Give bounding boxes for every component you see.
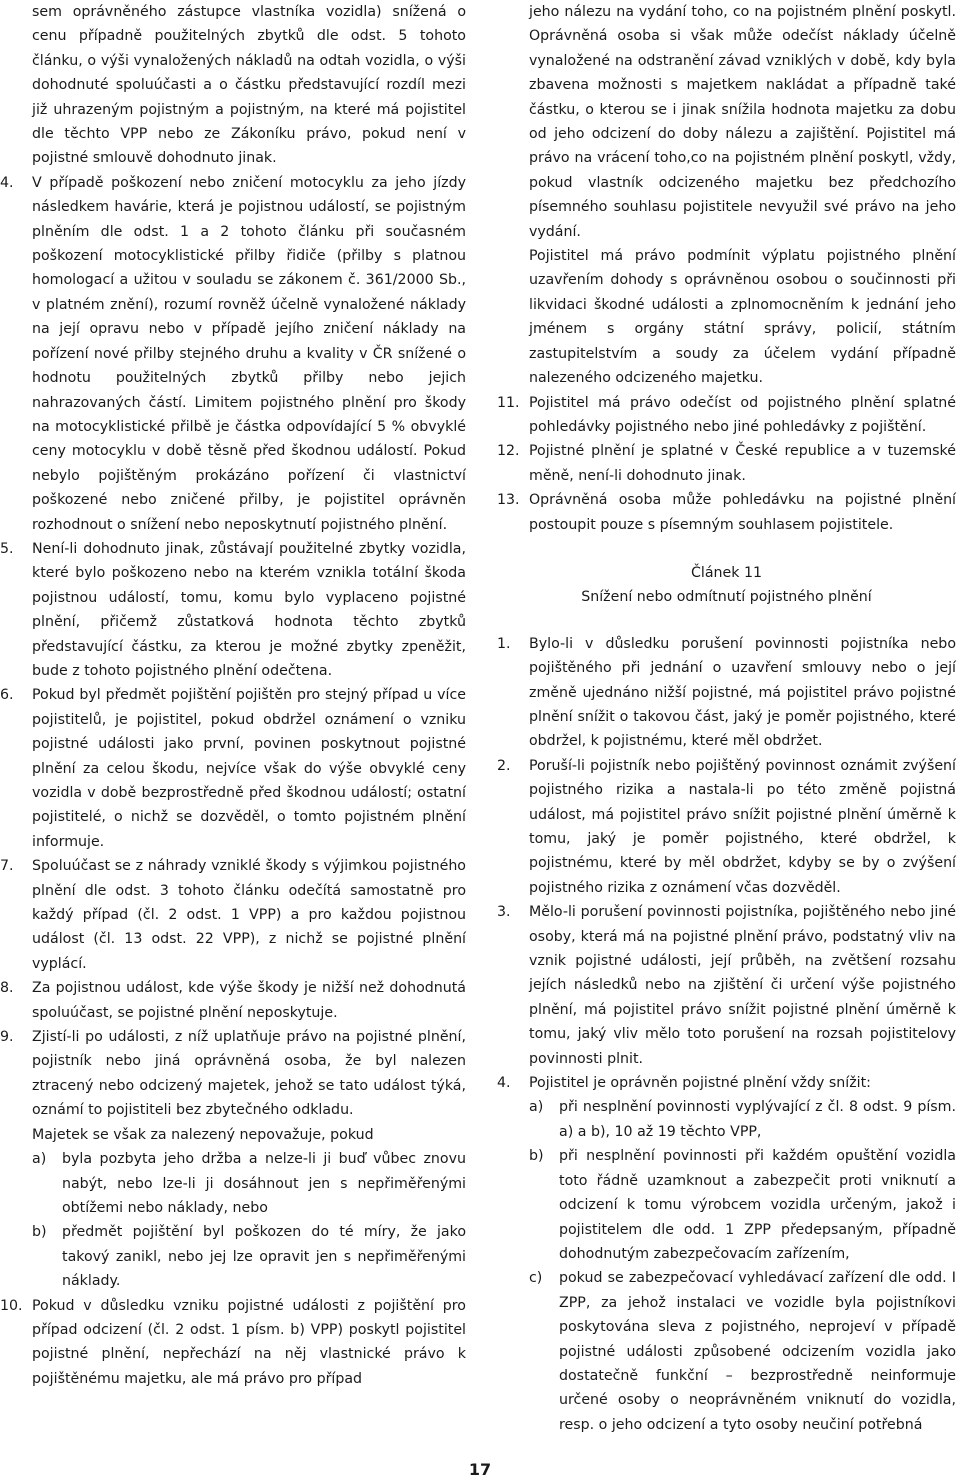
- item-text: Pojistitel je oprávněn pojistné plnění vždy snížit:: [529, 1075, 871, 1092]
- item-continuation: Majetek se však za nalezený nepovažuje, pokud: [32, 1126, 374, 1143]
- sub-item-letter: b): [32, 1224, 47, 1241]
- item-number: 13.: [497, 492, 520, 509]
- right-column: [497, 0, 956, 1437]
- item-text: Pojistné plnění je splatné v České republice a v tuzemské měně, není-li dohodnuto jinak.: [529, 443, 956, 484]
- spacer: [497, 537, 956, 561]
- item-text: Mělo-li porušení povinnosti pojistníka, pojištěného nebo jiné osoby, která má na pojistné plnění právo, podstatný vliv na vznik pojistné události, její průběh, na zvětšení rozsahu jejích následků nebo na zjištění či určení výše pojistného plnění, má pojistitel právo snížit pojistné plnění úměrně k tomu, jaký vliv mělo toto porušení na rozsah pojistitelovy povinnosti plnit.: [529, 904, 956, 1067]
- list-item: [0, 976, 466, 1025]
- page-number: 17: [468, 1460, 492, 1479]
- item-text: Bylo-li v důsledku porušení povinnosti pojistníka nebo pojištěného při jednání o uzavření smlouvy nebo o její změně ujednáno nižší pojistné, má pojistitel právo pojistné plnění snížit o takovou část, jaký je poměr pojistného, které obdržel, k pojistnému, které měl obdržet.: [529, 635, 956, 750]
- item-number: 4.: [497, 1075, 511, 1092]
- sub-item: [529, 1144, 956, 1266]
- sub-item-letter: c): [529, 1270, 543, 1287]
- sub-item: [32, 1220, 466, 1293]
- list-item: [497, 488, 956, 537]
- sub-item-text: při nesplnění povinnosti při každém opuštění vozidla toto řádně uzamknout a zabezpečit proti vniknutí a odcizení k tomu výrobcem vozidla určeným, jakož i pojistitelem dle odd. 1 ZPP předepsaným, případně dohodnutým zabezpečovacím zařízením,: [559, 1148, 956, 1262]
- list-item: [497, 439, 956, 488]
- left-top-continuation: sem oprávněného zástupce vlastníka vozidla) snížená o cenu případně použitelných zbytků dle odst. 5 tohoto článku, o výši vynaložených nákladů na odtah vozidla, o výši dohodnuté spoluúčasti a o částku představující rozdíl mezi již uhrazeným pojistným a pojistným, na které má pojistitel dle těchto VPP nebo ze Zákoníku právo, pokud není v pojistné smlouvě dohodnuto jinak.: [32, 4, 466, 167]
- list-item: [0, 683, 466, 854]
- article-title: Článek 11: [690, 564, 763, 581]
- list-item: [497, 632, 956, 754]
- item-text: Poruší-li pojistník nebo pojištěný povinnost oznámit zvýšení pojistného rizika a nastala-li po této změně pojistná událost, má pojistitel právo snížit pojistné plnění úměrně k tomu, jaký je poměr pojistného, které obdržel, k pojistnému, které by měl obdržet, kdyby se by o zvýšení pojistného rizika z oznámení včas dozvěděl.: [529, 757, 956, 896]
- list-item: [497, 754, 956, 900]
- list-item: [0, 854, 466, 976]
- spacer: [497, 610, 956, 632]
- item-number: 2.: [497, 757, 511, 774]
- list-item: [0, 1294, 466, 1392]
- item-number: 3.: [497, 904, 511, 921]
- item-text: Pojistitel má právo odečíst od pojistného plnění splatné pohledávky pojistného nebo jiné pohledávky z pojištění.: [529, 394, 956, 435]
- item-text: Spoluúčast se z náhrady vzniklé škody s výjimkou pojistného plnění dle odst. 3 tohoto článku odečítá samostatně pro každý případ (čl. 2 odst. 1 VPP) a pro každou pojistnou událost (čl. 13 odst. 22 VPP), z nichž se pojistné plnění vyplácí.: [32, 858, 466, 972]
- sub-item-text: byla pozbyta jeho držba a nelze-li ji buď vůbec znovu nabýt, nebo lze-li ji dosáhnout jen s nepřiměřenými obtížemi nebo náklady, nebo: [62, 1151, 466, 1216]
- list-item: [497, 391, 956, 440]
- item-number: 10.: [0, 1297, 23, 1314]
- item-number: 1.: [497, 635, 511, 652]
- item-text: Pokud byl předmět pojištění pojištěn pro stejný případ u více pojistitelů, je pojistitel, pokud obdržel oznámení o vzniku pojistné události jako první, povinen poskytnout pojistné plnění za celou škodu, nejvíce však do výše obvyklé ceny vozidla v době bezprostředně před škodnou událostí; ostatní pojistitelé, o nichž se dozvěděl, o tomto pojistném plnění informuje.: [32, 687, 466, 850]
- item-number: 8.: [0, 980, 14, 997]
- article-subtitle: Snížení nebo odmítnutí pojistného plnění: [581, 589, 872, 606]
- sub-item-text: předmět pojištění byl poškozen do té míry, že jako takový zanikl, nebo jej lze opravit jen s nepřiměřenými náklady.: [62, 1224, 466, 1290]
- list-item: [497, 900, 956, 1071]
- item-text: Pokud v důsledku vzniku pojistné události z pojištění pro případ odcizení (čl. 2 odst. 1 písm. b) VPP) poskytl pojistitel pojistné plnění, nepřechází na něj vlastnické právo k pojištěnému majetku, ale má právo pro případ: [32, 1297, 466, 1387]
- right-top-continuation-2: Pojistitel má právo podmínit výplatu pojistného plnění uzavřením dohody s oprávněnou osobou o součinnosti při likvidaci škodné události a zplnomocněním k jednání jeho jménem s orgány státní správy, policií, státním zastupitelstvím a soudy za účelem vydání případně nalezeného odcizeného majetku.: [529, 248, 956, 387]
- list-item: [0, 1025, 466, 1293]
- item-body: [529, 1071, 956, 1437]
- list-item: [497, 1071, 956, 1437]
- item-text: V případě poškození nebo zničení motocyklu za jeho jízdy následkem havárie, která je pojistnou událostí, se pojistným plněním dle odst. 1 a 2 tohoto článku při současném poškození motocyklistické přilby řidiče (přilby s platnou homologací a užitou v souladu se zákonem č. 361/2000 Sb., v platném znění), rozumí rovněž účelně vynaložené náklady na její opravu nebo v případě jejího zničení náklady na pořízení nové přilby stejného druhu a kvality v ČR snížené o hodnotu použitelných zbytků přilby nebo jejich nahrazovaných částí. Limitem pojistného plnění pro škody na motocyklistické přilbě je částka odpovídající 5 % obvyklé ceny motocyklu v době těsně před škodnou událostí. Pokud nebylo pojištěným prokázáno pořízení či vlastnictví poškozené nebo zničené přilby, je pojistitel oprávněn rozhodnout o snížení nebo neposkytnutí pojistného plnění.: [32, 174, 466, 533]
- item-number: 4.: [0, 174, 14, 191]
- sub-item: [32, 1147, 466, 1220]
- item-number: 7.: [0, 858, 14, 875]
- sub-item-letter: a): [529, 1099, 544, 1116]
- item-number: 5.: [0, 540, 14, 557]
- item-text: Za pojistnou událost, kde výše škody je nižší než dohodnutá spoluúčast, se pojistné plnění neposkytuje.: [32, 980, 466, 1021]
- item-number: 11.: [497, 394, 520, 411]
- item-number: 12.: [497, 443, 520, 460]
- left-column: [0, 0, 466, 1391]
- sub-item-letter: b): [529, 1148, 544, 1165]
- list-item: [0, 171, 466, 537]
- right-top-continuation-1: jeho nálezu na vydání toho, co na pojistném plnění poskytl. Oprávněná osoba si však může odečíst náklady účelně vynaložené na odstranění závad vzniklých v době, kdy byla zbavena možnosti s majetkem nakládat a případně také částku, o kterou se i jinak snížila hodnota majetku za dobu od jeho odcizení do doby nálezu a zajištění. Pojistitel má právo na vrácení toho,co na pojistném plnění poskytl, vždy, pokud vlastník odcizeného majetku bez předchozího písemného souhlasu pojistitele nevyužil své právo na jeho vydání.: [529, 4, 956, 240]
- item-text: Není-li dohodnuto jinak, zůstávají použitelné zbytky vozidla, které bylo poškozeno nebo na kterém vznikla totální škoda pojistnou událostí, tomu, komu bylo vyplaceno pojistné plnění, přičemž zůstatková hodnota těchto zbytků představující částku, za kterou je možné zbytky zpeněžit, bude z tohoto pojistného plnění odečtena.: [32, 540, 466, 679]
- item-text: Oprávněná osoba může pohledávku na pojistné plnění postoupit pouze s písemným souhlasem pojistitele.: [529, 492, 956, 533]
- item-text: Zjistí-li po události, z níž uplatňuje právo na pojistné plnění, pojistník nebo jiná oprávněná osoba, že byl nalezen ztracený nebo odcizený majetek, jehož se tato událost týká, oznámí to pojistiteli bez zbytečného odkladu.: [32, 1029, 466, 1119]
- sub-item-letter: a): [32, 1151, 47, 1168]
- item-number: 9.: [0, 1029, 14, 1046]
- item-body: [32, 1025, 466, 1293]
- sub-item-text: při nesplnění povinnosti vyplývající z čl. 8 odst. 9 písm. a) a b), 10 až 19 těchto VPP,: [559, 1099, 956, 1140]
- sub-item: [529, 1266, 956, 1437]
- item-number: 6.: [0, 687, 14, 704]
- sub-item: [529, 1095, 956, 1144]
- sub-item-text: pokud se zabezpečovací vyhledávací zařízení dle odd. I ZPP, za jehož instalaci ve vozidle byla pojistníkovi poskytována sleva z pojistného, neprojeví v případě pojistné události způsobené odcizením vozidla jako dostatečně funkční – bezprostředně neinformuje určené osoby o neoprávněném vniknutí do vozidla, resp. o jeho odcizení a tyto osoby neučiní potřebná: [559, 1270, 956, 1433]
- list-item: [0, 537, 466, 683]
